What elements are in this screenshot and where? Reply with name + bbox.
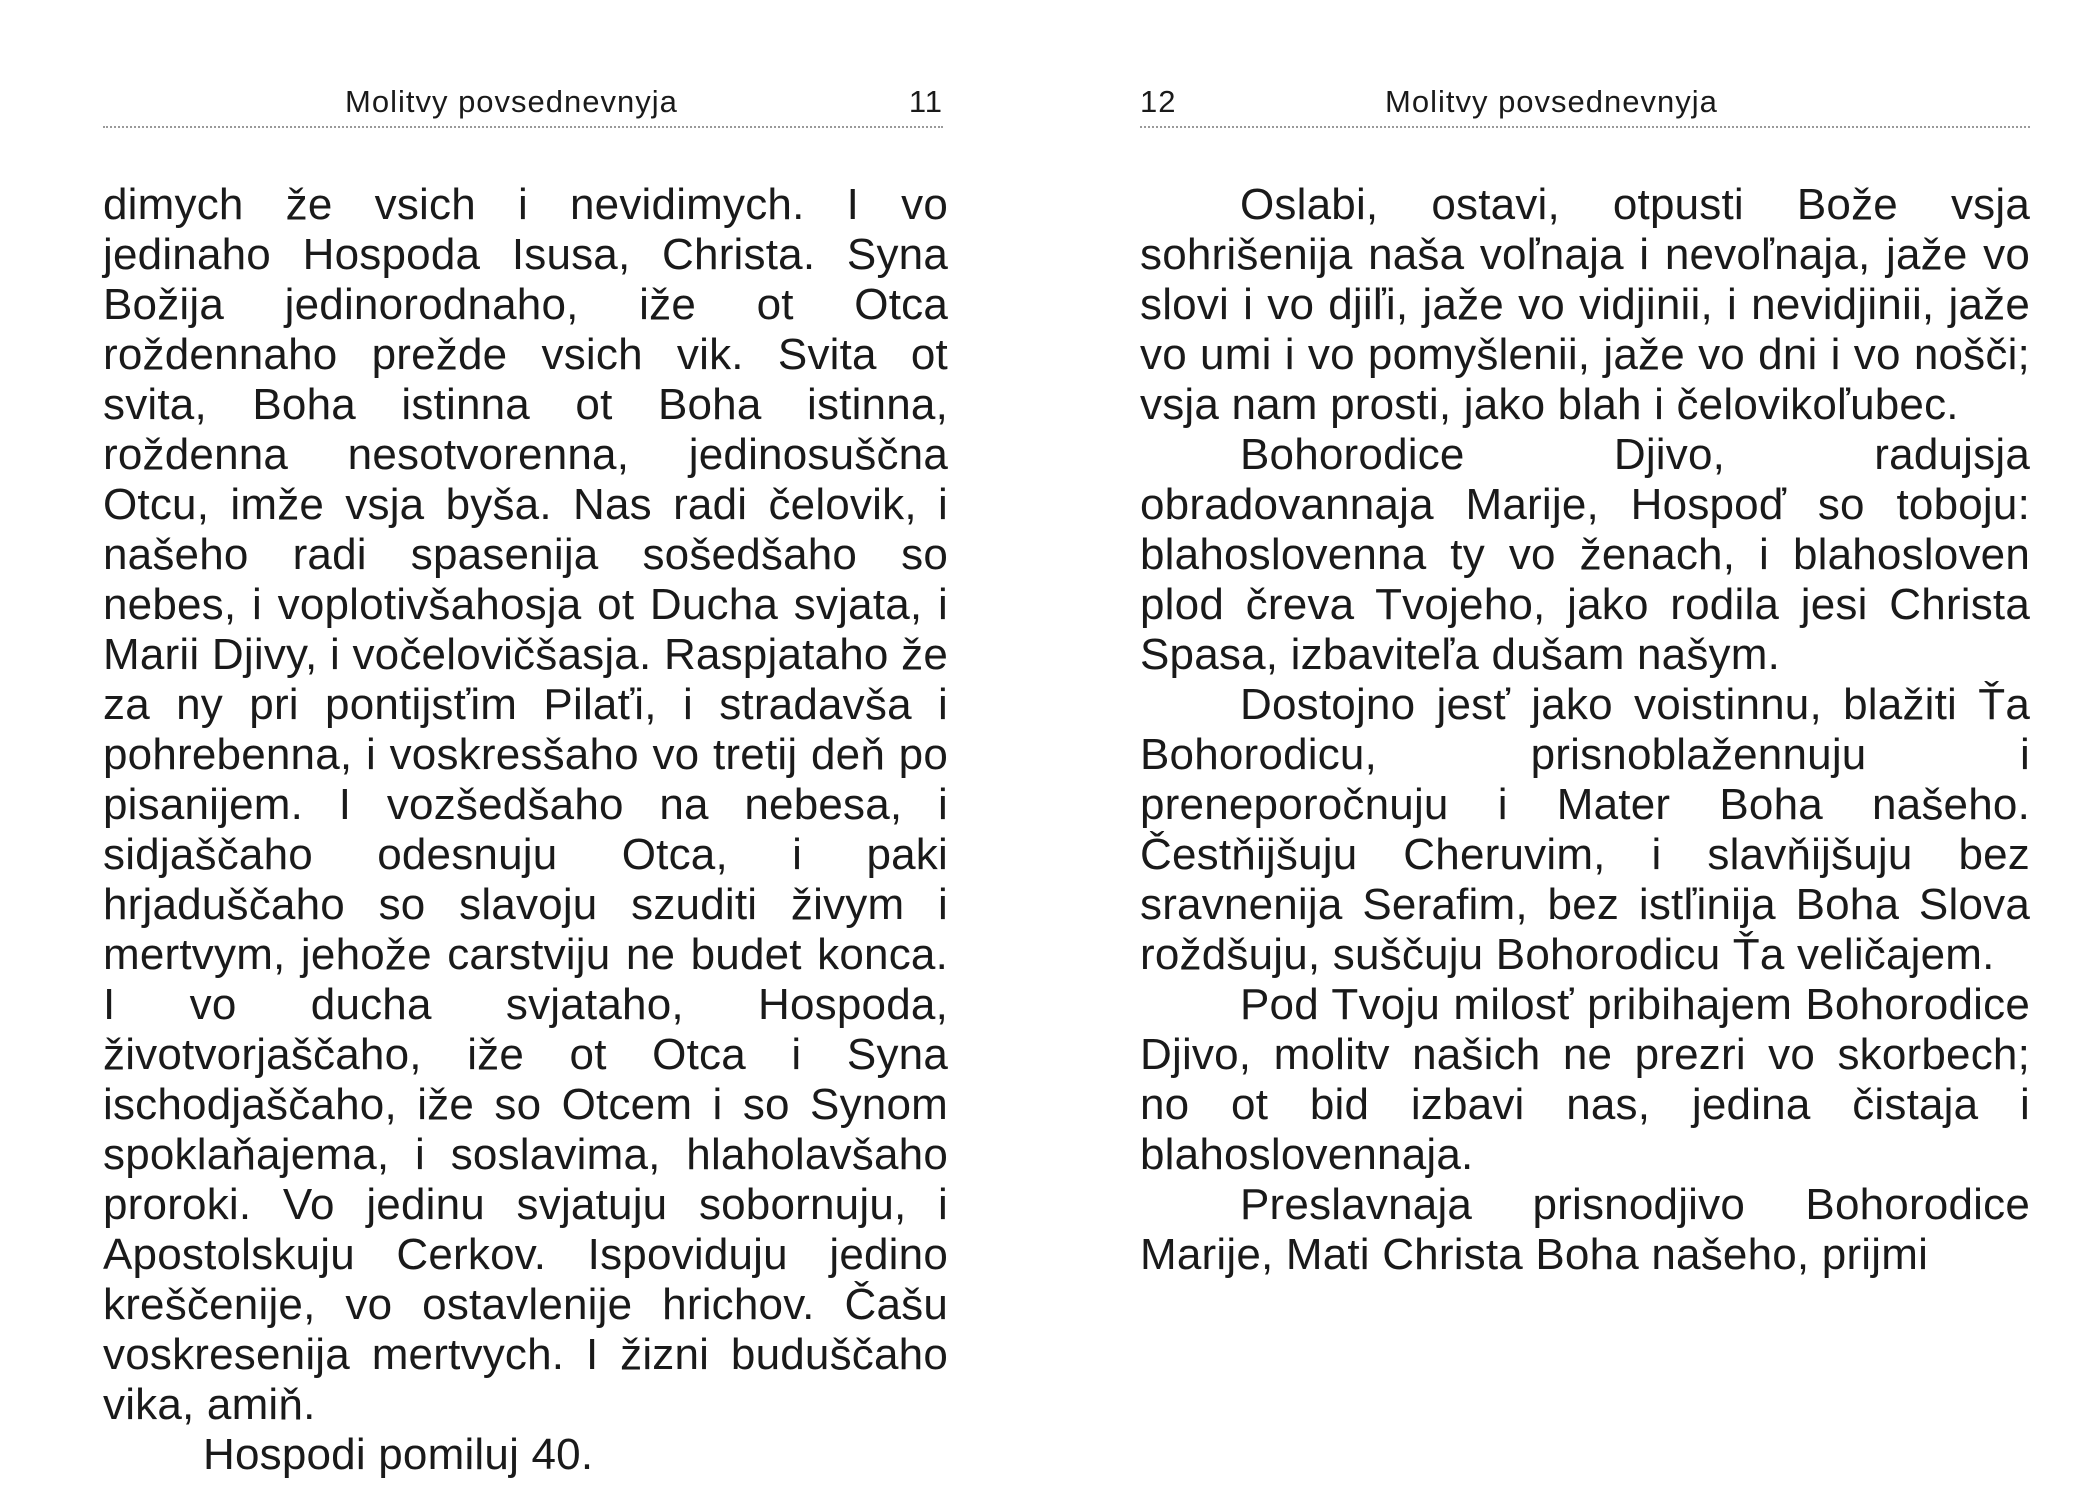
prayer-paragraph: Bohorodice Djivo, radujsja obradovannaja Marije, Hospoď so toboju: blahoslovenna ty vo ženach, i blahosloven plod čreva Tvojeho, jako rodila jesi Christa Spasa, izbaviteľa dušam našym. <box>1140 430 2030 679</box>
left-running-head <box>103 78 943 128</box>
prayer-paragraph: Dostojno jesť jako voistinnu, blažiti Ťa Bohorodicu, prisnoblažennuju i preneporočnuju i Mater Boha našeho. Čestňijšuju Cheruvim, i slavňijšuju bez sravnenija Serafim, bez istľinija Boha Slova roždšuju, suščuju Bohorodicu Ťa veličajem. <box>1140 680 2030 979</box>
creed-paragraph: dimych že vsich i nevidimych. I vo jedinaho Hospoda Isusa, Christa. Syna Božija jedinorodnaho, iže ot Otca roždennaho prežde vsich vik. Svita ot svita, Boha istinna ot Boha istinna, roždenna nesotvorenna, jedinosuščna Otcu, imže vsja byša. Nas radi čelovik, i našeho radi spasenija sošedšaho so nebes, i voplotivšahosja ot Ducha svjata, i Marii Djivy, i vočelovičšasja. Raspjataho že za ny pri pontijsťim Pilaťi, i stradavša i pohrebenna, i voskresšaho vo tretij deň po pisanijem. I vozšedšaho na nebesa, i sidjaščaho odesnuju Otca, i paki hrjaduščaho so slavoju szuditi živym i mertvym, jehože carstviju ne budet konca. I vo ducha svjataho, Hospoda, životvorjaščaho, iže ot Otca i Syna ischodjaščaho, iže so Otcem i so Synom spoklaňajema, i soslavima, hlaholavšaho proroki. Vo jedinu svjatuju sobornuju, i Apostolskuju Cerkov. Ispoviduju jedino kreščenije, vo ostavlenije hrichov. Čašu voskresenija mertvych. I žizni buduščaho vika, amiň. <box>103 180 948 1429</box>
right-header-title: Molitvy povsednevnyja <box>1385 84 1718 119</box>
right-page-number: 12 <box>1140 84 1177 119</box>
prayer-paragraph: Oslabi, ostavi, otpusti Bože vsja sohrišenija naša voľnaja i nevoľnaja, jaže vo slovi i vo djiľi, jaže vo vidjinii, i nevidjinii, jaže vo umi i vo pomyšlenii, jaže vo dni i vo nošči; vsja nam prosti, jako blah i čelovikoľubec. <box>1140 180 2030 429</box>
left-page-number: 11 <box>908 84 943 119</box>
closing-line: Hospodi pomiluj 40. <box>203 1430 594 1479</box>
prayer-paragraph: Preslavnaja prisnodjivo Bohorodice Marije, Mati Christa Boha našeho, prijmi <box>1140 1180 2030 1279</box>
left-body-text <box>103 180 948 1480</box>
right-running-head <box>1140 78 2030 128</box>
prayer-paragraph: Pod Tvoju milosť pribihajem Bohorodice Djivo, molitv našich ne prezri vo skorbech; no ot bid izbavi nas, jedina čistaja i blahoslovennaja. <box>1140 980 2030 1179</box>
right-page <box>1110 0 2040 1500</box>
right-body-text <box>1140 180 2030 1280</box>
left-page <box>0 0 1000 1500</box>
left-header-title: Molitvy povsednevnyja <box>345 84 678 119</box>
